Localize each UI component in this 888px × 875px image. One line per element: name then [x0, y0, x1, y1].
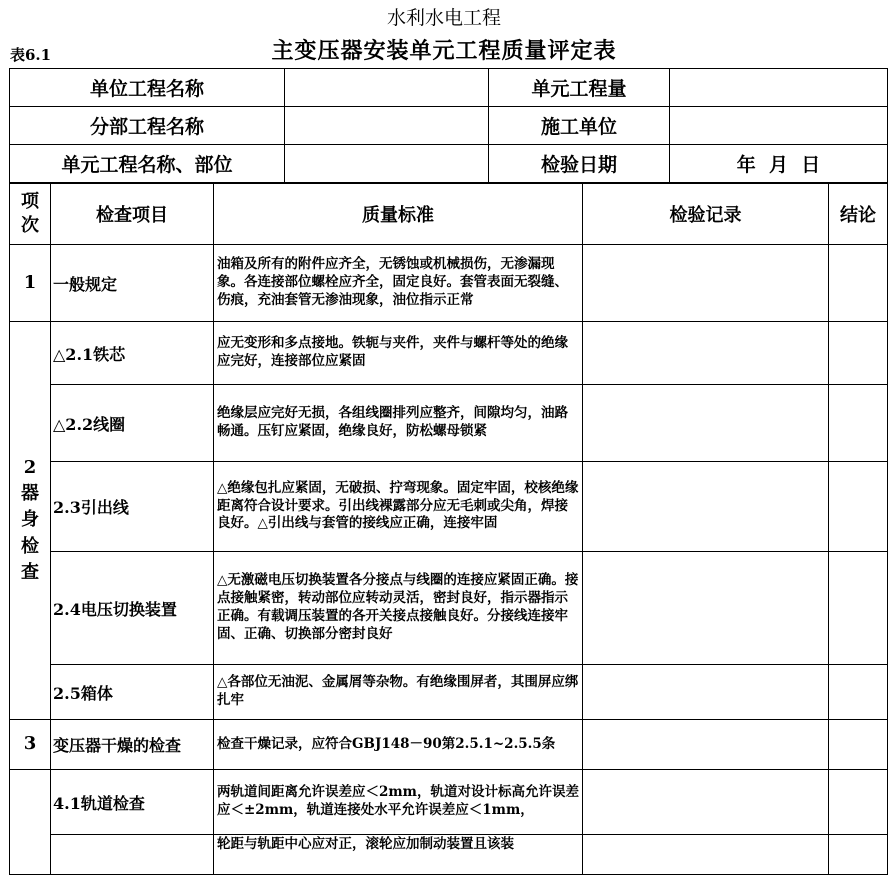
- info-row-2: [10, 107, 888, 145]
- row-conclusion[interactable]: [829, 835, 888, 875]
- row-standard: △各部位无油泥、金属屑等杂物。有绝缘围屏者，其围屏应绑扎牢: [214, 665, 583, 720]
- group-4-seq: [10, 770, 51, 875]
- col-seq-header: 项次: [10, 184, 51, 245]
- sub-project-name-value[interactable]: [285, 107, 489, 145]
- row-item: △2.2线圈: [51, 385, 214, 462]
- sub-project-name-label: 分部工程名称: [10, 107, 285, 145]
- row-conclusion[interactable]: [829, 552, 888, 665]
- row-seq: 1: [10, 245, 51, 322]
- info-row-1: [10, 69, 888, 107]
- table-row: [10, 720, 888, 770]
- construction-unit-value[interactable]: [670, 107, 888, 145]
- element-name-label: 单元工程名称、部位: [10, 145, 285, 183]
- row-standard: △无激磁电压切换装置各分接点与线圈的连接应紧固正确。接点接触紧密，转动部位应转动灵活，密封良好，指示器指示正确。有载调压装置的各开关接点接触良好。分接线连接牢固、正确、切换部分密封良好: [214, 552, 583, 665]
- table-row: [10, 245, 888, 322]
- info-header-table: [9, 68, 888, 183]
- row-item: 4.1轨道检查: [51, 770, 214, 835]
- col-conclusion-header: 结论: [829, 184, 888, 245]
- row-item: [51, 835, 214, 875]
- table-row: [10, 322, 888, 385]
- row-item: △2.1铁芯: [51, 322, 214, 385]
- row-record[interactable]: [583, 322, 829, 385]
- col-standard-header: 质量标准: [214, 184, 583, 245]
- row-item: 2.5箱体: [51, 665, 214, 720]
- table-row: [10, 552, 888, 665]
- inspection-date-label: 检验日期: [489, 145, 670, 183]
- row-conclusion[interactable]: [829, 245, 888, 322]
- table-row: [10, 835, 888, 875]
- row-conclusion[interactable]: [829, 665, 888, 720]
- row-conclusion[interactable]: [829, 720, 888, 770]
- row-record[interactable]: [583, 462, 829, 552]
- row-item: 2.3引出线: [51, 462, 214, 552]
- element-name-value[interactable]: [285, 145, 489, 183]
- column-header-row: [10, 184, 888, 245]
- table-row: [10, 665, 888, 720]
- row-record[interactable]: [583, 385, 829, 462]
- col-record-header: 检验记录: [583, 184, 829, 245]
- info-row-3: [10, 145, 888, 183]
- row-conclusion[interactable]: [829, 322, 888, 385]
- row-conclusion[interactable]: [829, 385, 888, 462]
- row-standard: 应无变形和多点接地。铁轭与夹件，夹件与螺杆等处的绝缘应完好，连接部位应紧固: [214, 322, 583, 385]
- group-2-seq: 2器身检查: [10, 322, 51, 720]
- row-standard: △绝缘包扎应紧固，无破损、拧弯现象。固定牢固，校核绝缘距离符合设计要求。引出线裸露部分应无毛刺或尖角，焊接良好。△引出线与套管的接线应正确，连接牢固: [214, 462, 583, 552]
- row-record[interactable]: [583, 835, 829, 875]
- row-standard: 油箱及所有的附件应齐全，无锈蚀或机械损伤，无渗漏现象。各连接部位螺栓应齐全，固定良好。套管表面无裂缝、伤痕，充油套管无渗油现象，油位指示正常: [214, 245, 583, 322]
- row-standard: 轮距与轨距中心应对正，滚轮应加制动装置且该装: [214, 835, 583, 875]
- row-record[interactable]: [583, 720, 829, 770]
- unit-quantity-value[interactable]: [670, 69, 888, 107]
- table-label: 表6.1: [10, 46, 52, 64]
- row-standard: 检查干燥记录，应符合GBJ148－90第2.5.1~2.5.5条: [214, 720, 583, 770]
- row-record[interactable]: [583, 245, 829, 322]
- unit-project-name-value[interactable]: [285, 69, 489, 107]
- top-title: 水利水电工程: [386, 7, 501, 29]
- row-item: 一般规定: [51, 245, 214, 322]
- inspection-date-value[interactable]: 年 月 日: [670, 145, 888, 183]
- row-conclusion[interactable]: [829, 462, 888, 552]
- unit-project-name-label: 单位工程名称: [10, 69, 285, 107]
- row-seq: 3: [10, 720, 51, 770]
- row-record[interactable]: [583, 665, 829, 720]
- row-standard: 绝缘层应完好无损，各组线圈排列应整齐，间隙均匀，油路畅通。压钉应紧固，绝缘良好，防松螺母锁紧: [214, 385, 583, 462]
- table-row: [10, 385, 888, 462]
- row-standard: 两轨道间距离允许误差应＜2mm，轨道对设计标高允许误差应＜±2mm，轨道连接处水平允许误差应＜1mm，: [214, 770, 583, 835]
- row-item: 变压器干燥的检查: [51, 720, 214, 770]
- inspection-table: [9, 183, 888, 875]
- row-conclusion[interactable]: [829, 770, 888, 835]
- table-row: [10, 770, 888, 835]
- table-row: [10, 462, 888, 552]
- main-title: 主变压器安装单元工程质量评定表: [271, 38, 617, 64]
- unit-quantity-label: 单元工程量: [489, 69, 670, 107]
- col-item-header: 检查项目: [51, 184, 214, 245]
- construction-unit-label: 施工单位: [489, 107, 670, 145]
- row-record[interactable]: [583, 770, 829, 835]
- row-record[interactable]: [583, 552, 829, 665]
- row-item: 2.4电压切换装置: [51, 552, 214, 665]
